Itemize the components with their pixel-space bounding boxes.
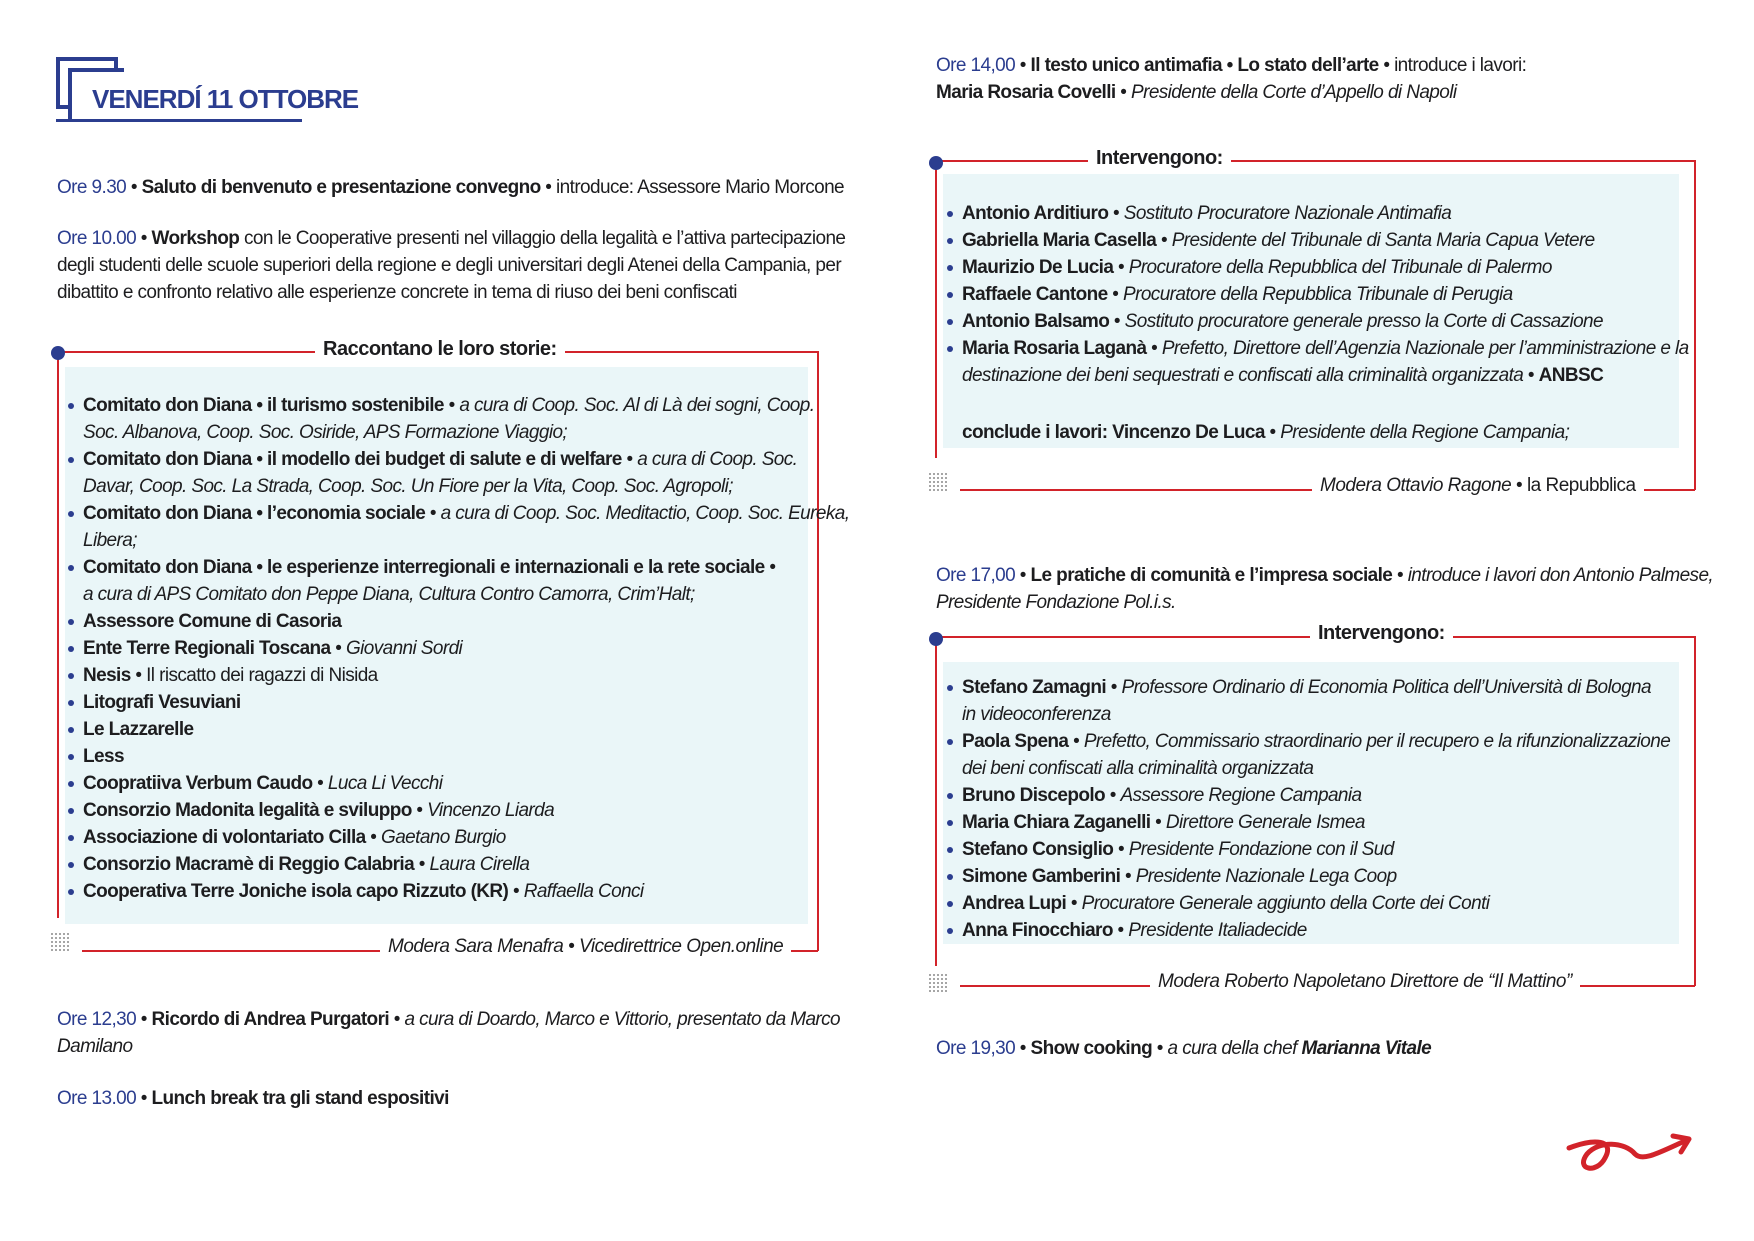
item-cont-bold: ANBSC bbox=[1538, 365, 1604, 386]
item-name: Stefano Consiglio bbox=[962, 839, 1114, 860]
separator: • bbox=[1150, 812, 1166, 833]
dotted-square-icon bbox=[928, 472, 948, 492]
list-item bbox=[67, 446, 849, 473]
red-swirl-arrow-icon bbox=[1565, 1130, 1695, 1180]
agenda-item-1930: Ore 19,30 • Show cooking • a cura della chef Marianna Vitale bbox=[936, 1038, 1432, 1059]
item-desc: Presidente Fondazione con il Sud bbox=[1128, 839, 1394, 860]
item-name: Ente Terre Regionali Toscana bbox=[83, 638, 331, 659]
item-desc: Sostituto Procuratore Nazionale Antimafia bbox=[1123, 203, 1452, 224]
separator: • bbox=[1109, 311, 1125, 332]
item-desc: Raffaella Conci bbox=[523, 881, 644, 902]
item-cont: Davar, Coop. Soc. La Strada, Coop. Soc. Un Fiore per la Vita, Coop. Soc. Agropoli; bbox=[83, 476, 733, 497]
purgatori-cont: Damilano bbox=[57, 1036, 133, 1057]
separator: • bbox=[1120, 866, 1136, 887]
item-name: Stefano Zamagni bbox=[962, 677, 1107, 698]
separator: • bbox=[414, 854, 430, 875]
item-desc: a cura di Coop. Soc. Meditactio, Coop. Soc. Eureka, bbox=[440, 503, 850, 524]
speakers-title-1: Intervengono: bbox=[1088, 147, 1231, 170]
bullet-dot-icon bbox=[51, 346, 65, 360]
list-item bbox=[946, 809, 1670, 836]
agenda-item-1400: Ore 14,00 • Il testo unico antimafia • Lo stato dell’arte • introduce i lavori: Maria Rosaria Covelli • Presidente della Corte d’Appello di Napoli bbox=[936, 55, 1527, 103]
list-item bbox=[67, 851, 849, 878]
list-item bbox=[67, 662, 849, 689]
stories-list bbox=[67, 392, 849, 905]
agenda-item-1700: Ore 17,00 • Le pratiche di comunità e l’impresa sociale • introduce i lavori don Antonio Palmese, Presidente Fondazione Pol.i.s. bbox=[936, 562, 1713, 616]
list-item bbox=[67, 608, 849, 635]
list-item-cont bbox=[67, 527, 849, 554]
item-cont: Libera; bbox=[83, 530, 137, 551]
separator: • bbox=[330, 638, 346, 659]
item-name: Consorzio Macramè di Reggio Calabria bbox=[83, 854, 415, 875]
item-desc: Direttore Generale Ismea bbox=[1165, 812, 1365, 833]
stories-moderator: Modera Sara Menafra • Vicedirettrice Open.online bbox=[380, 936, 791, 958]
item-name: Anna Finocchiaro bbox=[962, 920, 1113, 941]
item-desc: Luca Li Vecchi bbox=[327, 773, 443, 794]
item-desc: Giovanni Sordi bbox=[345, 638, 463, 659]
workshop-line-3: dibattito e confronto relativo alle esperienze concrete in tema di riuso dei beni confiscati bbox=[57, 282, 737, 303]
separator: • bbox=[1105, 785, 1121, 806]
item-name: Antonio Arditiuro bbox=[962, 203, 1109, 224]
speakers-moderator-2: Modera Roberto Napoletano Direttore de “Il Mattino” bbox=[1150, 971, 1580, 993]
agenda-item-0930: Ore 9.30 • Saluto di benvenuto e presentazione convegno • introduce: Assessore Mario Morcone bbox=[57, 177, 845, 198]
list-item bbox=[946, 281, 1689, 308]
agenda-item-1230: Ore 12,30 • Ricordo di Andrea Purgatori • a cura di Doardo, Marco e Vittorio, presentato da Marco Damilano bbox=[57, 1006, 840, 1060]
item-desc: a cura di Coop. Soc. bbox=[637, 449, 798, 470]
speakers-title-2: Intervengono: bbox=[1310, 622, 1453, 645]
list-item bbox=[67, 743, 849, 770]
item-name: Comitato don Diana • l’economia sociale bbox=[83, 503, 426, 524]
separator: • bbox=[621, 449, 638, 470]
list-item-cont bbox=[67, 581, 849, 608]
item-desc: Prefetto, Commissario straordinario per il recupero e la rifunzionalizzazione bbox=[1083, 731, 1671, 752]
item-name: Cooperativa Terre Joniche isola capo Rizzuto (KR) bbox=[83, 881, 509, 902]
item-name: Consorzio Madonita legalità e sviluppo bbox=[83, 800, 412, 821]
item-name: Antonio Balsamo bbox=[962, 311, 1110, 332]
separator: • bbox=[443, 395, 460, 416]
agenda-item-1300: Ore 13.00 • Lunch break tra gli stand espositivi bbox=[57, 1088, 449, 1109]
list-item bbox=[946, 308, 1689, 335]
list-item bbox=[67, 770, 849, 797]
item-desc: Procuratore Generale aggiunto della Corte dei Conti bbox=[1081, 893, 1490, 914]
item-desc: Presidente del Tribunale di Santa Maria Capua Vetere bbox=[1171, 230, 1595, 251]
list-item bbox=[67, 878, 849, 905]
item-desc: Assessore Regione Campania bbox=[1120, 785, 1362, 806]
separator: • bbox=[508, 881, 524, 902]
bullet-dot-icon bbox=[929, 156, 943, 170]
box2-left-line bbox=[935, 643, 937, 966]
item-cont: dei beni confiscati alla criminalità organizzata bbox=[962, 758, 1314, 779]
separator: • bbox=[312, 773, 328, 794]
bullet-dot-icon bbox=[929, 632, 943, 646]
box-left-line bbox=[57, 358, 59, 918]
list-item bbox=[946, 890, 1670, 917]
item-name: Less bbox=[83, 746, 124, 767]
item-name: Assessore Comune di Casoria bbox=[83, 611, 342, 632]
item-name: Associazione di volontariato Cilla bbox=[83, 827, 366, 848]
item-desc: a cura di Coop. Soc. Al di Là dei sogni, Coop. bbox=[459, 395, 815, 416]
item-name: Maria Chiara Zaganelli bbox=[962, 812, 1151, 833]
title-underline bbox=[56, 119, 302, 122]
page-title: VENERDÍ 11 OTTOBRE bbox=[92, 84, 359, 114]
list-item-cont bbox=[67, 473, 849, 500]
list-item bbox=[946, 254, 1689, 281]
item-name: Maurizio De Lucia bbox=[962, 257, 1114, 278]
list-item bbox=[946, 782, 1670, 809]
list-item bbox=[67, 554, 849, 581]
list-item bbox=[67, 716, 849, 743]
list-item-cont bbox=[946, 362, 1689, 389]
list-item bbox=[67, 824, 849, 851]
item-name: Andrea Lupi bbox=[962, 893, 1067, 914]
list-item bbox=[946, 917, 1670, 944]
speakers-list-2 bbox=[946, 674, 1670, 944]
item-name: Le Lazzarelle bbox=[83, 719, 194, 740]
item-desc: Prefetto, Direttore dell’Agenzia Nazionale per l’amministrazione e la bbox=[1161, 338, 1689, 359]
item-name: Bruno Discepolo bbox=[962, 785, 1106, 806]
separator: • bbox=[1107, 284, 1124, 305]
dotted-square-icon bbox=[50, 932, 70, 952]
separator: • bbox=[1106, 677, 1122, 698]
item-desc: Professore Ordinario di Economia Politica dell’Università di Bologna bbox=[1121, 677, 1651, 698]
separator: • bbox=[1113, 839, 1129, 860]
dotted-square-icon bbox=[928, 973, 948, 993]
item-cont: in videoconferenza bbox=[962, 704, 1111, 725]
box2-right-line bbox=[1694, 636, 1696, 986]
separator: • bbox=[130, 665, 147, 686]
item-desc: Procuratore della Repubblica Tribunale di Perugia bbox=[1123, 284, 1513, 305]
item-name: Maria Rosaria Laganà bbox=[962, 338, 1147, 359]
palmese-cont: Presidente Fondazione Pol.i.s. bbox=[936, 592, 1176, 613]
item-name: Paola Spena bbox=[962, 731, 1069, 752]
item-cont: Soc. Albanova, Coop. Soc. Osiride, APS Formazione Viaggio; bbox=[83, 422, 568, 443]
separator: • bbox=[411, 800, 428, 821]
item-desc: Procuratore della Repubblica del Tribunale di Palermo bbox=[1128, 257, 1552, 278]
item-desc: Sostituto procuratore generale presso la Corte di Cassazione bbox=[1124, 311, 1603, 332]
list-item bbox=[67, 635, 849, 662]
separator: • bbox=[1146, 338, 1162, 359]
item-name: Gabriella Maria Casella bbox=[962, 230, 1157, 251]
list-item bbox=[946, 335, 1689, 362]
box1-left-line bbox=[935, 166, 937, 458]
list-item bbox=[946, 227, 1689, 254]
separator: • bbox=[1113, 257, 1129, 278]
separator: • bbox=[1108, 203, 1124, 224]
item-name: Simone Gamberini bbox=[962, 866, 1121, 887]
item-desc: Gaetano Burgio bbox=[381, 827, 506, 848]
conclude-line: conclude i lavori: Vincenzo De Luca • Presidente della Regione Campania; bbox=[962, 422, 1570, 443]
list-item bbox=[67, 689, 849, 716]
item-name: Coopratiiva Verbum Caudo bbox=[83, 773, 313, 794]
box1-right-line bbox=[1694, 160, 1696, 490]
separator: • bbox=[1156, 230, 1172, 251]
separator: • bbox=[365, 827, 382, 848]
separator: • bbox=[425, 503, 441, 524]
agenda-item-1000: Ore 10.00 • Workshop con le Cooperative presenti nel villaggio della legalità e l’attiva partecipazione degli studenti delle scuole superiori della regione e degli universitari degli Atenei della Campania, per dibattito e confronto relativo alle esperienze concrete in tema di riuso dei beni confiscati bbox=[57, 225, 845, 306]
item-name: Comitato don Diana • le esperienze interregionali e internazionali e la rete sociale bbox=[83, 557, 765, 578]
item-cont: a cura di APS Comitato don Peppe Diana, Cultura Contro Camorra, Crim’Halt; bbox=[83, 584, 695, 605]
separator: • bbox=[1112, 920, 1129, 941]
separator: • bbox=[1523, 365, 1539, 386]
item-cont: destinazione dei beni sequestrati e confiscati alla criminalità organizzata bbox=[962, 365, 1524, 386]
item-plain: Il riscatto dei ragazzi di Nisida bbox=[146, 665, 378, 686]
list-item bbox=[946, 674, 1670, 701]
item-name: Comitato don Diana • il turismo sostenibile bbox=[83, 395, 444, 416]
item-name: Litografi Vesuviani bbox=[83, 692, 241, 713]
box1-top-line bbox=[940, 160, 1694, 162]
speakers-moderator-1: Modera Ottavio Ragone • la Repubblica bbox=[1312, 475, 1644, 497]
item-desc: Vincenzo Liarda bbox=[427, 800, 555, 821]
list-item bbox=[946, 728, 1670, 755]
list-item-cont bbox=[946, 755, 1670, 782]
item-name: Nesis bbox=[83, 665, 131, 686]
item-name: Comitato don Diana • il modello dei budget di salute e di welfare bbox=[83, 449, 622, 470]
item-desc: Presidente Nazionale Lega Coop bbox=[1135, 866, 1397, 887]
list-item bbox=[67, 500, 849, 527]
list-item bbox=[67, 797, 849, 824]
stories-title: Raccontano le loro storie: bbox=[315, 338, 565, 361]
separator: • bbox=[1066, 893, 1082, 914]
separator: • bbox=[764, 557, 776, 578]
item-desc: Presidente Italiadecide bbox=[1128, 920, 1307, 941]
separator: • bbox=[1068, 731, 1084, 752]
item-name: Raffaele Cantone bbox=[962, 284, 1108, 305]
list-item bbox=[946, 200, 1689, 227]
speakers-list-1 bbox=[946, 200, 1689, 389]
item-desc: Laura Cirella bbox=[429, 854, 530, 875]
list-item bbox=[946, 863, 1670, 890]
workshop-line-2: degli studenti delle scuole superiori della regione e degli universitari degli Atenei della Campania, per bbox=[57, 255, 842, 276]
list-item bbox=[946, 836, 1670, 863]
list-item bbox=[67, 392, 849, 419]
list-item-cont bbox=[946, 701, 1670, 728]
list-item-cont bbox=[67, 419, 849, 446]
